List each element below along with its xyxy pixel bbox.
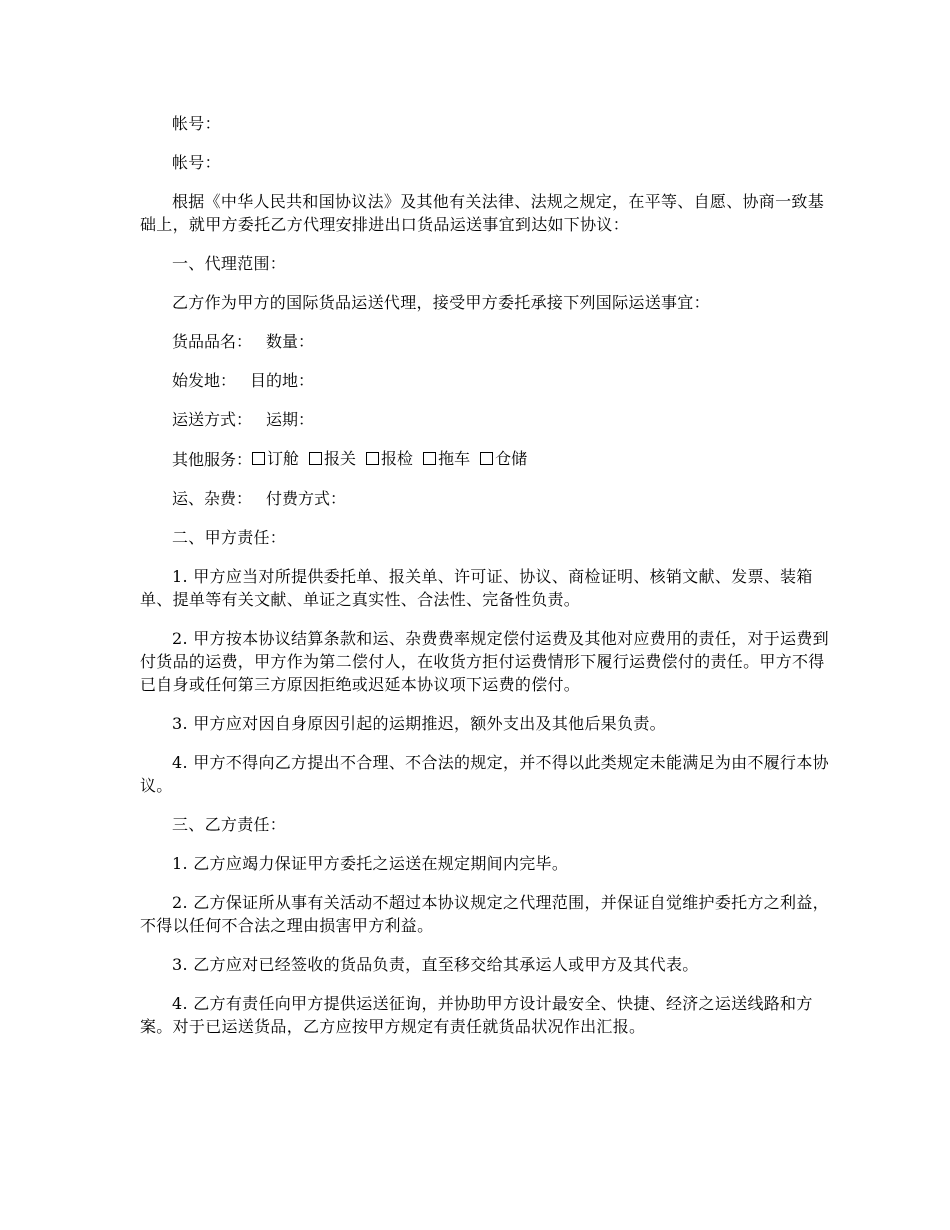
section-2-item-4: 4. 甲方不得向乙方提出不合理、不合法的规定，并不得以此类规定未能满足为由不履行本协议。 [140,753,829,795]
service-warehousing-option[interactable] [480,447,527,470]
other-services-row [140,447,830,471]
service-trucking-label: 拖车 [438,449,471,468]
section-3-item-1: 1. 乙方应竭力保证甲方委托之运送在规定期间内完毕。 [172,854,569,873]
section-1-description: 乙方作为甲方的国际货品运送代理，接受甲方委托承接下列国际运送事宜： [172,293,710,312]
service-warehousing-label: 仓储 [495,449,528,468]
service-customs-option[interactable] [309,447,356,470]
section-3-item-4: 4. 乙方有责任向甲方提供运送征询，并协助甲方设计最安全、快捷、经济之运送线路和方案。对于已运送货品，乙方应按甲方规定有责任就货品状况作出汇报。 [140,994,813,1036]
section-3-item-3: 3. 乙方应对已经签收的货品负责，直至移交给其承运人或甲方及其代表。 [172,955,699,974]
account-line-1: 帐号： [172,114,221,133]
section-3-item-2: 2. 乙方保证所从事有关活动不超过本协议规定之代理范围，并保证自觉维护委托方之利益，不得以任何不合法之理由损害甲方利益。 [140,893,829,935]
service-booking-option[interactable] [252,447,299,470]
section-2-item-3: 3. 甲方应对因自身原因引起的运期推迟，额外支出及其他后果负责。 [172,714,666,733]
service-booking-label: 订舱 [267,449,300,468]
fees-label: 运、杂费： [172,489,253,508]
other-services-label: 其他服务： [172,450,253,469]
section-3-heading: 三、乙方责任： [172,815,287,834]
customs-checkbox[interactable] [309,452,322,465]
trucking-checkbox[interactable] [423,452,436,465]
booking-checkbox[interactable] [252,452,265,465]
warehousing-checkbox[interactable] [480,452,493,465]
fees-row [140,487,830,510]
transport-method-label: 运送方式： [172,410,253,429]
section-2-heading: 二、甲方责任： [172,528,287,547]
payment-method-label: 付费方式： [266,489,347,508]
intro-paragraph: 根据《中华人民共和国协议法》及其他有关法律、法规之规定，在平等、自愿、协商一致基础上，就甲方委托乙方代理安排进出口货品运送事宜到达如下协议： [140,192,825,234]
service-inspection-option[interactable] [366,447,413,470]
transport-row [140,408,830,431]
inspection-checkbox[interactable] [366,452,379,465]
section-2-item-2: 2. 甲方按本协议结算条款和运、杂费费率规定偿付运费及其他对应费用的责任，对于运费到付货品的运费，甲方作为第二偿付人，在收货方拒付运费情形下履行运费偿付的责任。甲方不得已自身或任何第三方原因拒绝或迟延本协议项下运费的偿付。 [140,629,829,694]
transport-period-label: 运期： [266,410,315,429]
service-customs-label: 报关 [324,449,357,468]
account-line-2: 帐号： [172,153,221,172]
goods-name-label: 货品品名： [172,332,253,351]
section-2-item-1: 1. 甲方应当对所提供委托单、报关单、许可证、协议、商检证明、核销文献、发票、装箱单、提单等有关文献、单证之真实性、合法性、完备性负责。 [140,567,813,609]
section-1-heading: 一、代理范围： [172,254,287,273]
quantity-label: 数量： [266,332,315,351]
service-inspection-label: 报检 [381,449,414,468]
route-row [140,369,830,392]
origin-label: 始发地： [172,371,237,390]
service-trucking-option[interactable] [423,447,470,470]
goods-row [140,330,830,353]
agreement-body [140,112,830,1054]
destination-label: 目的地： [250,371,315,390]
